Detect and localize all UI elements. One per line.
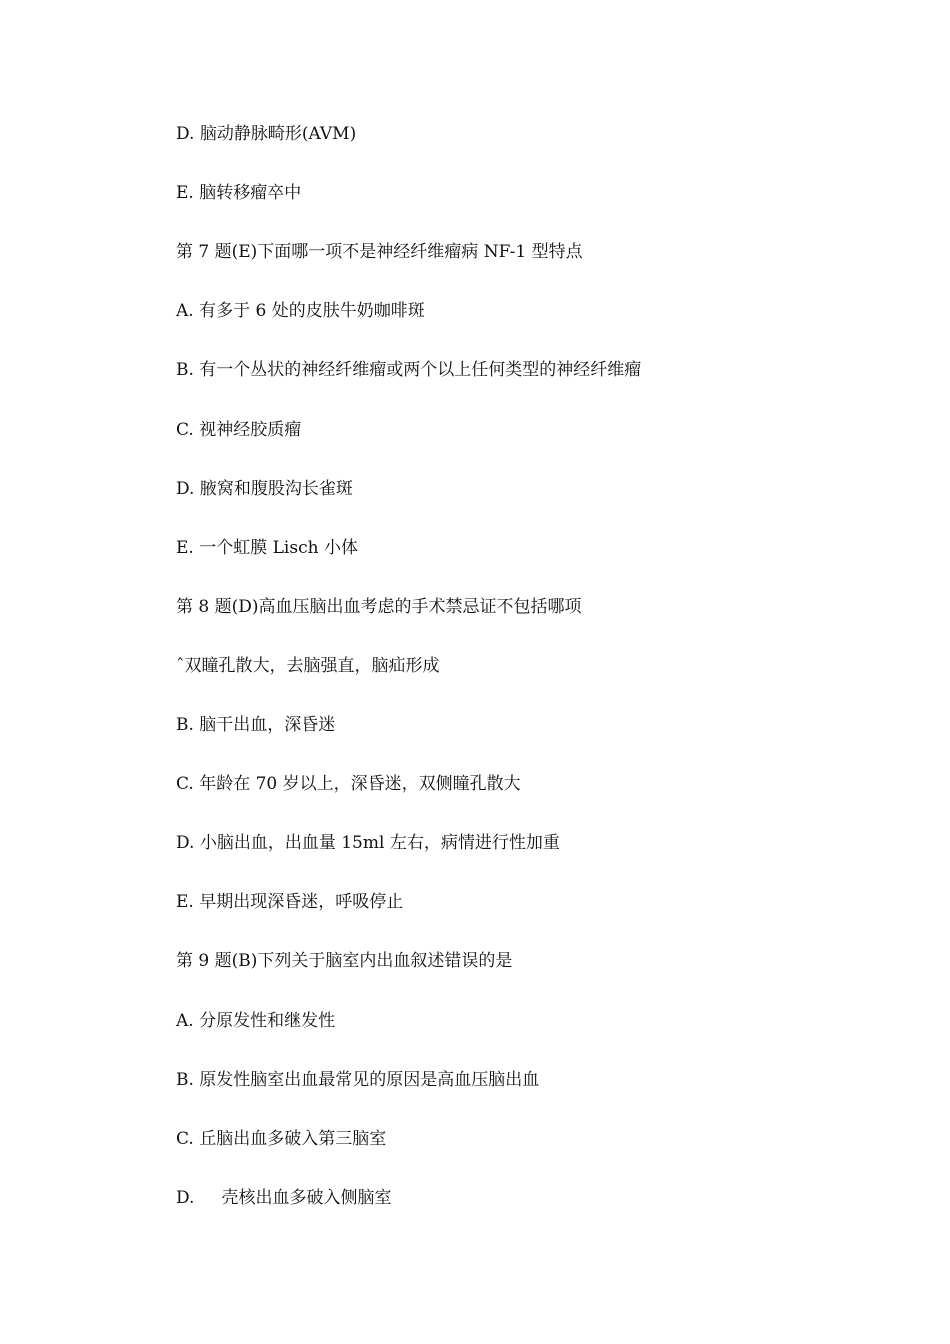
question-9: 第 9 题(B)下列关于脑室内出血叙述错误的是: [176, 951, 513, 971]
option-a-q8: ˆ双瞳孔散大，去脑强直，脑疝形成: [176, 656, 440, 676]
option-a-q9: A. 分原发性和继发性: [176, 1011, 336, 1031]
option-d-q8: D. 小脑出血，出血量 15ml 左右，病情进行性加重: [176, 833, 560, 853]
option-a-q7: A. 有多于 6 处的皮肤牛奶咖啡斑: [176, 301, 425, 321]
option-b-q8: B. 脑干出血，深昏迷: [176, 715, 336, 735]
option-e-q7: E. 一个虹膜 Lisch 小体: [176, 538, 358, 558]
option-e-q6: E. 脑转移瘤卒中: [176, 183, 302, 203]
question-7: 第 7 题(E)下面哪一项不是神经纤维瘤病 NF-1 型特点: [176, 242, 583, 262]
option-c-q7: C. 视神经胶质瘤: [176, 420, 302, 440]
option-d-q6: D. 脑动静脉畸形(AVM): [176, 124, 357, 144]
option-e-q8: E. 早期出现深昏迷，呼吸停止: [176, 892, 404, 912]
option-b-q9: B. 原发性脑室出血最常见的原因是高血压脑出血: [176, 1070, 540, 1090]
option-c-q8: C. 年龄在 70 岁以上，深昏迷，双侧瞳孔散大: [176, 774, 521, 794]
question-8: 第 8 题(D)高血压脑出血考虑的手术禁忌证不包括哪项: [176, 597, 582, 617]
option-d-q9: D. 壳核出血多破入侧脑室: [176, 1188, 392, 1208]
option-b-q7: B. 有一个丛状的神经纤维瘤或两个以上任何类型的神经纤维瘤: [176, 360, 642, 380]
option-d-q7: D. 腋窝和腹股沟长雀斑: [176, 479, 353, 499]
option-c-q9: C. 丘脑出血多破入第三脑室: [176, 1129, 387, 1149]
